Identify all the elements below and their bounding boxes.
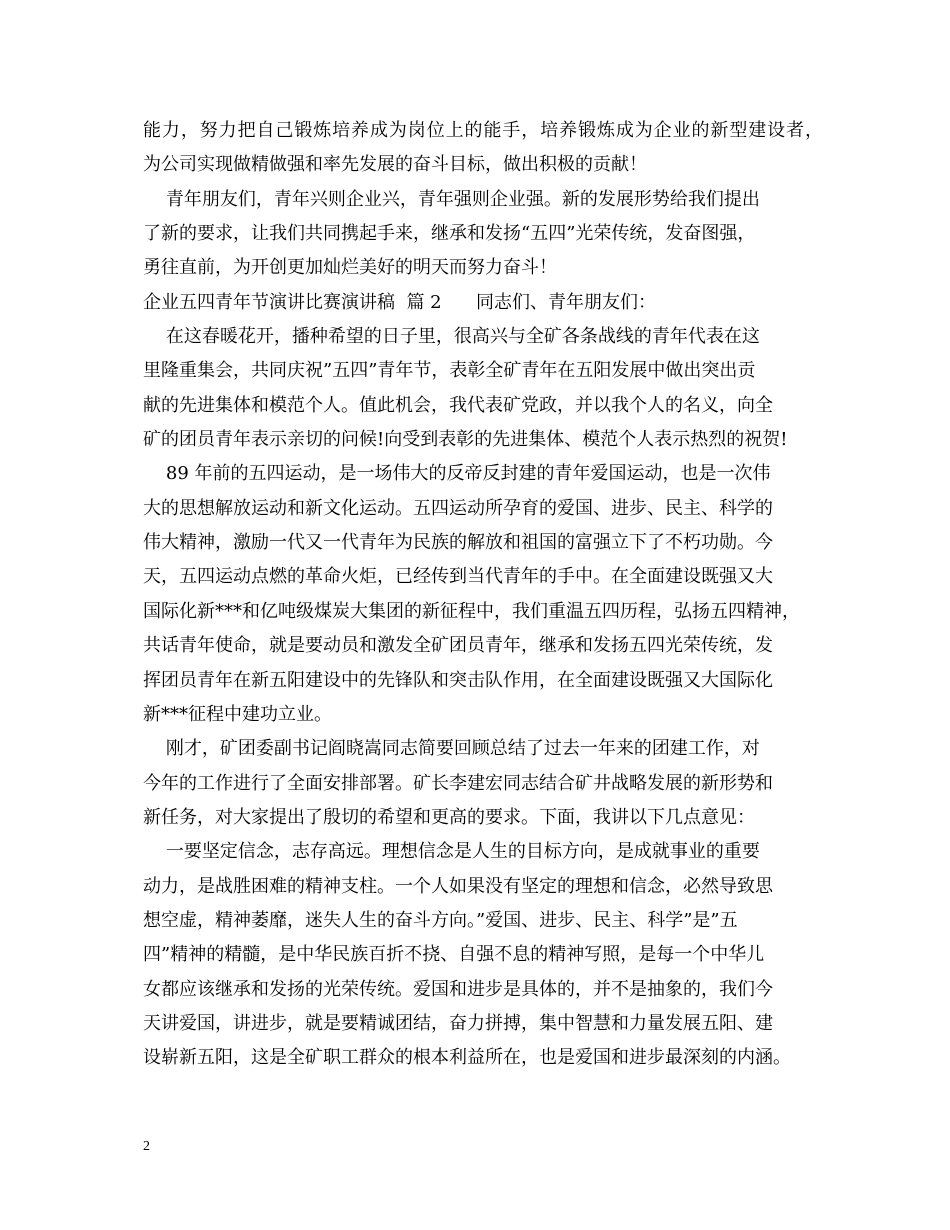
text-line: 能力，努力把自己锻炼培养成为岗位上的能手，培养锻炼成为企业的新型建设者， bbox=[143, 120, 823, 141]
text-line: 国际化新***和亿吨级煤炭大集团的新征程中，我们重温五四历程，弘扬五四精神， bbox=[143, 600, 800, 622]
text-line: 天讲爱国，讲进步，就是要精诚团结，奋力拼搏，集中智慧和力量发展五阳、建 bbox=[143, 1012, 773, 1034]
body-text bbox=[143, 114, 823, 1076]
text-line: 89 年前的五四运动，是一场伟大的反帝反封建的青年爱国运动，也是一次伟 bbox=[143, 463, 771, 485]
text-line: 了新的要求，让我们共同携起手来，继承和发扬“五四”光荣传统，发奋图强， bbox=[143, 223, 756, 245]
text-line: 一要坚定信念，志存高远。理想信念是人生的目标方向，是成就事业的重要 bbox=[143, 841, 760, 863]
text-line: 天，五四运动点燃的革命火炬，已经传到当代青年的手中。在全面建设既强又大 bbox=[143, 566, 773, 588]
text-line: 勇往直前，为开创更加灿烂美好的明天而努力奋斗！ bbox=[143, 257, 557, 279]
text-line: 为公司实现做精做强和率先发展的奋斗目标，做出积极的贡献！ bbox=[143, 154, 647, 176]
text-line: 大的思想解放运动和新文化运动。五四运动所孕育的爱国、进步、民主、科学的 bbox=[143, 497, 773, 519]
text-line: 女都应该继承和发扬的光荣传统。爱国和进步是具体的，并不是抽象的，我们今 bbox=[143, 978, 773, 1000]
text-line: 共话青年使命，就是要动员和激发全矿团员青年，继承和发扬五四光荣传统，发 bbox=[143, 635, 773, 657]
text-line: 矿的团员青年表示亲切的问候!向受到表彰的先进集体、模范个人表示热烈的祝贺! bbox=[143, 429, 788, 451]
text-line: 四”精神的精髓，是中华民族百折不挠、自强不息的精神写照，是每一个中华儿 bbox=[143, 944, 765, 966]
page-number: 2 bbox=[143, 1139, 150, 1154]
text-line: 献的先进集体和模范个人。值此机会，我代表矿党政，并以我个人的名义，向全 bbox=[143, 394, 773, 416]
text-line: 伟大精神，激励一代又一代青年为民族的解放和祖国的富强立下了不朽功勋。今 bbox=[143, 532, 773, 554]
text-line: 里隆重集会，共同庆祝”五四”青年节，表彰全矿青年在五阳发展中做出突出贡 bbox=[143, 360, 756, 382]
text-line: 今年的工作进行了全面安排部署。矿长李建宏同志结合矿井战略发展的新形势和 bbox=[143, 772, 773, 794]
text-line: 在这春暖花开，播种希望的日子里，很高兴与全矿各条战线的青年代表在这 bbox=[143, 326, 760, 348]
text-line: 企业五四青年节演讲比赛演讲稿 篇 2 同志们、青年朋友们： bbox=[143, 291, 656, 313]
text-line: 设崭新五阳，这是全矿职工群众的根本利益所在，也是爱国和进步最深刻的内涵。 bbox=[143, 1047, 791, 1069]
text-line: 新任务，对大家提出了殷切的希望和更高的要求。下面，我讲以下几点意见： bbox=[143, 806, 755, 828]
text-line: 刚才，矿团委副书记阎晓嵩同志简要回顾总结了过去一年来的团建工作，对 bbox=[143, 738, 760, 760]
text-line: 动力，是战胜困难的精神支柱。一个人如果没有坚定的理想和信念，必然导致思 bbox=[143, 875, 773, 897]
text-line: 青年朋友们，青年兴则企业兴，青年强则企业强。新的发展形势给我们提出 bbox=[143, 188, 760, 210]
text-line: 想空虚，精神萎靡，迷失人生的奋斗方向。”爱国、进步、民主、科学”是”五 bbox=[143, 909, 738, 931]
text-line: 新***征程中建功立业。 bbox=[143, 703, 332, 725]
text-line: 挥团员青年在新五阳建设中的先锋队和突击队作用，在全面建设既强又大国际化 bbox=[143, 669, 773, 691]
